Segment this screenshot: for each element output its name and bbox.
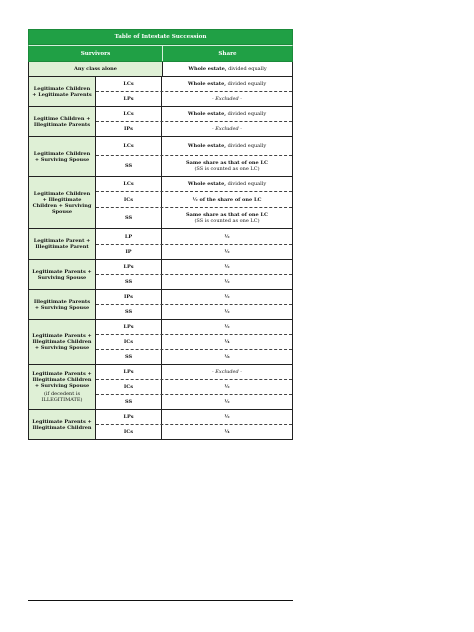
heir-code: SS [96, 156, 162, 176]
share-row [96, 410, 292, 424]
heir-share [162, 208, 292, 228]
heir-code: LCs [96, 77, 162, 91]
heir-code: SS [96, 350, 162, 364]
share-bold-text: ½ [224, 384, 230, 390]
share-bold-text: ¼ [224, 429, 230, 435]
group-survivors-label [29, 77, 96, 106]
any-class-share [163, 62, 292, 76]
share-text: divided equally [226, 81, 267, 87]
share-bold-text: Same share as that of one LC [186, 160, 268, 166]
intestate-succession-table [28, 29, 293, 440]
heir-code: LPs [96, 410, 162, 424]
group-label-text: Legitimate Parents + Illegitimate Children + Surviving Spouse [32, 371, 92, 389]
group-block [28, 320, 293, 365]
table-header-row [28, 45, 293, 62]
share-row [96, 107, 292, 121]
share-line [212, 126, 242, 132]
share-text: - Excluded - [211, 369, 242, 375]
share-subnote: (SS is counted as one LC) [194, 218, 260, 224]
share-line [224, 279, 229, 285]
heir-share [162, 365, 292, 379]
heir-share [162, 380, 292, 394]
any-class-row [28, 62, 293, 77]
share-row [96, 290, 292, 304]
share-row [96, 155, 292, 176]
share-row [96, 260, 292, 274]
heir-share [162, 350, 292, 364]
share-bold-text: ½ [224, 399, 230, 405]
group-note: (if decedent is ILLEGITIMATE) [41, 391, 83, 403]
column-header-share: Share [218, 50, 237, 57]
heir-share [162, 177, 292, 191]
share-line [224, 384, 229, 390]
group-block [28, 260, 293, 290]
survivor-groups [28, 77, 293, 440]
heir-share [162, 156, 292, 176]
heir-share [162, 192, 292, 207]
page-footer-line [28, 600, 293, 601]
group-label-text: Legitimate Parent + Illegitimate Parent [33, 238, 91, 250]
group-survivors-label [29, 320, 96, 364]
group-label-text: Legitimate Children + Legitimate Parents [32, 85, 92, 98]
share-line [224, 354, 229, 360]
group-block [28, 177, 293, 229]
group-survivors-label [29, 410, 96, 439]
group-label-text: Legitime Children + Illegitimate Parents [33, 115, 91, 128]
heir-code: SS [96, 208, 162, 228]
heir-share [162, 260, 292, 274]
share-line [224, 249, 229, 255]
share-bold-text: Whole estate, [187, 181, 227, 187]
any-class-share-bold: Whole estate, [188, 66, 227, 72]
group-block [28, 77, 293, 107]
group-block [28, 107, 293, 137]
share-bold-text: Whole estate, [187, 143, 227, 149]
heir-share [162, 425, 292, 439]
share-text: divided equally [226, 181, 267, 187]
any-class-share-rest: divided equally [226, 66, 267, 72]
heir-share [162, 305, 292, 319]
group-block [28, 365, 293, 410]
share-bold-text: Whole estate, [187, 111, 227, 117]
share-bold-text: ½ [224, 324, 230, 330]
heir-share [162, 290, 292, 304]
share-row [96, 394, 292, 409]
group-survivors-label [29, 229, 96, 259]
share-bold-text: ½ [224, 414, 230, 420]
share-bold-text: Same share as that of one LC [186, 212, 268, 218]
share-line [212, 369, 242, 375]
share-row [96, 121, 292, 136]
heir-share [162, 122, 292, 136]
group-label-text: Legitimate Parents + Surviving Spouse [32, 268, 92, 281]
heir-share [162, 245, 292, 259]
share-text: divided equally [226, 111, 267, 117]
heir-share [162, 410, 292, 424]
heir-share [162, 137, 292, 155]
heir-code: LP [96, 229, 162, 244]
group-label-text: Illegitimate Parents + Surviving Spouse [33, 298, 91, 311]
share-bold-text: ¼ [224, 339, 230, 345]
group-block [28, 410, 293, 440]
share-line [212, 96, 242, 102]
share-row [96, 91, 292, 106]
share-bold-text: ½ [224, 309, 230, 315]
share-row [96, 191, 292, 207]
share-row [96, 349, 292, 364]
share-line [188, 181, 266, 187]
share-row [96, 365, 292, 379]
share-bold-text: ½ [224, 233, 230, 240]
group-survivors-label [29, 290, 96, 319]
heir-code: ICs [96, 425, 162, 439]
heir-code: ICs [96, 335, 162, 349]
heir-code: IP [96, 245, 162, 259]
heir-code: ICs [96, 192, 162, 207]
any-class-label: Any class alone [29, 62, 163, 76]
share-line [224, 339, 229, 345]
share-row [96, 334, 292, 349]
share-subnote: (SS is counted as one LC) [194, 166, 260, 172]
heir-share [162, 275, 292, 289]
share-bold-text: ½ [224, 249, 230, 255]
share-row [96, 304, 292, 319]
share-bold-text: ½ [224, 264, 230, 270]
share-bold-text: ½ [224, 279, 230, 285]
share-row [96, 244, 292, 259]
share-line [224, 309, 229, 315]
share-line [224, 429, 229, 435]
heir-share [162, 395, 292, 409]
share-line [224, 399, 229, 405]
heir-code: SS [96, 395, 162, 409]
share-line [224, 414, 229, 420]
heir-share [162, 77, 292, 91]
share-bold-text: ⅛ [224, 354, 230, 360]
heir-share [162, 107, 292, 121]
heir-code: SS [96, 305, 162, 319]
share-line [224, 294, 229, 300]
share-line [188, 143, 266, 149]
heir-share [162, 229, 292, 244]
share-row [96, 229, 292, 244]
group-survivors-label [29, 137, 96, 176]
group-label-text: Legitimate Parents + Illegitimate Children + Surviving Spouse [32, 333, 92, 351]
heir-code: LPs [96, 320, 162, 334]
share-bold-text: Whole estate, [187, 81, 227, 87]
heir-share [162, 92, 292, 106]
group-block [28, 290, 293, 320]
share-line [224, 264, 229, 270]
group-label-text: Legitimate Children + Surviving Spouse [33, 150, 91, 163]
share-row [96, 77, 292, 91]
heir-code: SS [96, 275, 162, 289]
heir-code: LPs [96, 260, 162, 274]
share-row [96, 320, 292, 334]
share-text: - Excluded - [211, 96, 242, 102]
share-text: divided equally [226, 143, 267, 149]
share-line [224, 324, 229, 330]
share-row [96, 274, 292, 289]
group-label-text: Legitimate Children + Illegitimate Children + Surviving Spouse [32, 190, 92, 215]
heir-code: ICs [96, 380, 162, 394]
heir-code: LCs [96, 137, 162, 155]
share-text: - Excluded - [211, 126, 242, 132]
group-label-text: Legitimate Parents + Illegitimate Children [32, 418, 92, 431]
heir-code: IPs [96, 290, 162, 304]
group-survivors-label [29, 365, 96, 409]
group-block [28, 137, 293, 177]
heir-code: LCs [96, 107, 162, 121]
share-line [188, 111, 266, 117]
share-row [96, 137, 292, 155]
share-line [193, 197, 262, 203]
column-header-survivors: Survivors [29, 46, 163, 61]
heir-code: LPs [96, 92, 162, 106]
share-row [96, 177, 292, 191]
heir-code: LPs [96, 365, 162, 379]
share-row [96, 424, 292, 439]
group-survivors-label [29, 177, 96, 228]
share-line [224, 234, 229, 240]
share-bold-text: ½ of the share of one LC [192, 196, 262, 203]
group-survivors-label [29, 107, 96, 136]
share-row [96, 379, 292, 394]
group-survivors-label [29, 260, 96, 289]
heir-share [162, 320, 292, 334]
share-row [96, 207, 292, 228]
share-line [188, 81, 266, 87]
share-bold-text: ½ [224, 294, 230, 300]
heir-code: IPs [96, 122, 162, 136]
heir-share [162, 335, 292, 349]
group-block [28, 229, 293, 260]
table-title: Table of Intestate Succession [28, 29, 293, 45]
heir-code: LCs [96, 177, 162, 191]
